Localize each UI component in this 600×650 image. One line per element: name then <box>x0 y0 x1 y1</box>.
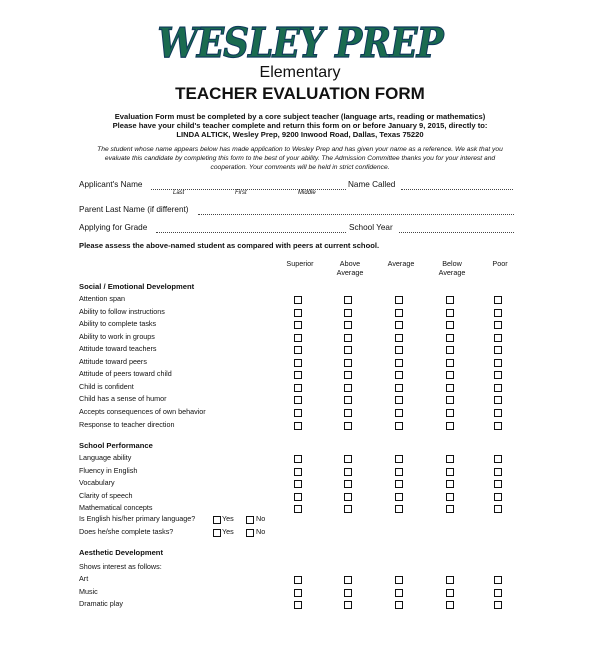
yes-checkbox-1[interactable] <box>213 529 221 537</box>
rating-checkbox-3[interactable] <box>446 493 454 501</box>
rating-checkbox-0[interactable] <box>294 589 302 597</box>
rating-checkbox-2[interactable] <box>395 371 403 379</box>
column-header-1 <box>322 259 378 277</box>
rating-checkbox-0[interactable] <box>294 468 302 476</box>
rating-checkbox-4[interactable] <box>494 384 502 392</box>
rating-checkbox-3[interactable] <box>446 359 454 367</box>
column-header-line1: Below <box>442 259 462 268</box>
row-aesthetic-0: Art <box>79 574 89 583</box>
rating-checkbox-0[interactable] <box>294 493 302 501</box>
applicant-name-label: Applicant's Name <box>79 180 143 189</box>
rating-checkbox-0[interactable] <box>294 371 302 379</box>
rating-checkbox-4[interactable] <box>494 334 502 342</box>
rating-checkbox-0[interactable] <box>294 505 302 513</box>
rating-checkbox-2[interactable] <box>395 468 403 476</box>
rating-checkbox-1[interactable] <box>344 346 352 354</box>
applying-grade-field[interactable] <box>156 232 346 233</box>
column-header-0 <box>272 259 328 268</box>
rating-checkbox-4[interactable] <box>494 576 502 584</box>
rating-checkbox-1[interactable] <box>344 296 352 304</box>
row-social-7: Child is confident <box>79 381 134 391</box>
school-year-field[interactable] <box>399 232 514 233</box>
column-header-line2: Average <box>438 268 466 277</box>
rating-checkbox-2[interactable] <box>395 505 403 513</box>
name-called-label: Name Called <box>348 180 396 189</box>
middle-caption: Middle <box>298 190 316 196</box>
section-heading-school: School Performance <box>79 441 153 450</box>
instruction-line-3: LINDA ALTICK, Wesley Prep, 9200 Inwood Road, Dallas, Texas 75220 <box>176 130 424 139</box>
column-header-line2: Average <box>336 268 364 277</box>
rating-checkbox-2[interactable] <box>395 409 403 417</box>
rating-checkbox-4[interactable] <box>494 321 502 329</box>
column-header-line1: Above <box>339 259 361 268</box>
rating-checkbox-1[interactable] <box>344 493 352 501</box>
rating-checkbox-3[interactable] <box>446 601 454 609</box>
rating-checkbox-0[interactable] <box>294 309 302 317</box>
no-label-0: No <box>256 514 266 523</box>
row-aesthetic-1: Music <box>79 586 98 596</box>
rating-checkbox-1[interactable] <box>344 480 352 488</box>
rating-checkbox-3[interactable] <box>446 309 454 317</box>
school-subtitle: Elementary <box>259 64 341 81</box>
row-school-4: Mathematical concepts <box>79 503 153 513</box>
rating-checkbox-0[interactable] <box>294 321 302 329</box>
row-social-3: Ability to work in groups <box>79 331 155 341</box>
yes-no-question-0: Is English his/her primary language? <box>79 514 196 523</box>
row-school-2: Vocabulary <box>79 478 115 488</box>
note-line-1: The student whose name appears below has made application to Wesley Prep and has given your name as a reference. We ask that you <box>97 146 503 153</box>
yes-label-1: Yes <box>222 526 234 536</box>
rating-checkbox-4[interactable] <box>494 468 502 476</box>
column-header-2 <box>373 259 429 268</box>
rating-checkbox-2[interactable] <box>395 321 403 329</box>
row-social-9: Accepts consequences of own behavior <box>79 406 206 416</box>
row-social-1: Ability to follow instructions <box>79 306 165 316</box>
rating-checkbox-3[interactable] <box>446 480 454 488</box>
parent-last-name-field[interactable] <box>198 214 514 215</box>
no-checkbox-1[interactable] <box>246 529 254 537</box>
rating-checkbox-3[interactable] <box>446 576 454 584</box>
note-line-2: evaluate this candidate by completing this form to the best of your ability. The Admission Committee thanks you for your interest and <box>104 155 496 162</box>
rating-checkbox-4[interactable] <box>494 589 502 597</box>
rating-checkbox-0[interactable] <box>294 422 302 430</box>
rating-checkbox-2[interactable] <box>395 309 403 317</box>
section-heading-aesthetic: Aesthetic Development <box>79 548 163 557</box>
row-social-2: Ability to complete tasks <box>79 319 157 329</box>
last-caption: Last <box>173 190 185 196</box>
rating-checkbox-0[interactable] <box>294 409 302 417</box>
rating-checkbox-4[interactable] <box>494 359 502 367</box>
rating-checkbox-2[interactable] <box>395 480 403 488</box>
column-header-4 <box>472 259 528 268</box>
row-social-4: Attitude toward teachers <box>79 344 157 354</box>
school-year-label: School Year <box>349 223 393 232</box>
row-social-0: Attention span <box>79 294 125 303</box>
rating-checkbox-1[interactable] <box>344 396 352 404</box>
rating-checkbox-0[interactable] <box>294 601 302 609</box>
applying-grade-label: Applying for Grade <box>79 223 148 232</box>
rating-checkbox-1[interactable] <box>344 601 352 609</box>
name-called-field[interactable] <box>401 189 513 190</box>
row-aesthetic-2: Dramatic play <box>79 599 123 609</box>
rating-checkbox-0[interactable] <box>294 396 302 404</box>
rating-checkbox-4[interactable] <box>494 422 502 430</box>
row-social-5: Attitude toward peers <box>79 356 147 366</box>
yes-label-0: Yes <box>222 514 234 523</box>
no-label-1: No <box>256 526 266 536</box>
rating-checkbox-4[interactable] <box>494 309 502 317</box>
rating-checkbox-4[interactable] <box>494 371 502 379</box>
parent-last-name-label: Parent Last Name (if different) <box>79 205 189 214</box>
row-school-0: Language ability <box>79 453 132 462</box>
rating-checkbox-3[interactable] <box>446 409 454 417</box>
form-title: TEACHER EVALUATION FORM <box>175 84 425 103</box>
rating-checkbox-1[interactable] <box>344 589 352 597</box>
rating-checkbox-3[interactable] <box>446 296 454 304</box>
rating-checkbox-2[interactable] <box>395 422 403 430</box>
section-heading-social: Social / Emotional Development <box>79 282 195 291</box>
row-social-10: Response to teacher direction <box>79 419 175 429</box>
rating-checkbox-1[interactable] <box>344 455 352 463</box>
rating-checkbox-2[interactable] <box>395 601 403 609</box>
rating-checkbox-3[interactable] <box>446 371 454 379</box>
first-caption: First <box>235 190 247 196</box>
rating-checkbox-0[interactable] <box>294 346 302 354</box>
instruction-line-1: Evaluation Form must be completed by a core subject teacher (language arts, reading or mathematics) <box>114 112 486 121</box>
rating-checkbox-0[interactable] <box>294 455 302 463</box>
rating-checkbox-1[interactable] <box>344 505 352 513</box>
column-header-line1: Average <box>387 259 415 268</box>
rating-checkbox-2[interactable] <box>395 455 403 463</box>
rating-checkbox-2[interactable] <box>395 589 403 597</box>
assess-prompt: Please assess the above-named student as compared with peers at current school. <box>79 241 380 250</box>
rating-checkbox-0[interactable] <box>294 359 302 367</box>
rating-checkbox-3[interactable] <box>446 321 454 329</box>
rating-checkbox-0[interactable] <box>294 334 302 342</box>
row-school-3: Clarity of speech <box>79 490 133 500</box>
rating-checkbox-4[interactable] <box>494 480 502 488</box>
rating-checkbox-4[interactable] <box>494 601 502 609</box>
rating-checkbox-1[interactable] <box>344 309 352 317</box>
shows-interest-label: Shows interest as follows: <box>79 562 162 571</box>
rating-checkbox-0[interactable] <box>294 384 302 392</box>
rating-checkbox-4[interactable] <box>494 409 502 417</box>
row-school-1: Fluency in English <box>79 465 138 475</box>
rating-checkbox-2[interactable] <box>395 396 403 404</box>
rating-checkbox-0[interactable] <box>294 576 302 584</box>
rating-checkbox-2[interactable] <box>395 384 403 392</box>
rating-checkbox-4[interactable] <box>494 455 502 463</box>
rating-checkbox-3[interactable] <box>446 455 454 463</box>
note-line-3: cooperation. Your comments will be held in strict confidence. <box>210 164 390 171</box>
rating-checkbox-1[interactable] <box>344 321 352 329</box>
rating-checkbox-1[interactable] <box>344 371 352 379</box>
rating-checkbox-4[interactable] <box>494 296 502 304</box>
rating-checkbox-4[interactable] <box>494 505 502 513</box>
rating-checkbox-4[interactable] <box>494 346 502 354</box>
rating-checkbox-1[interactable] <box>344 334 352 342</box>
row-social-6: Attitude of peers toward child <box>79 369 172 379</box>
rating-checkbox-4[interactable] <box>494 493 502 501</box>
rating-checkbox-2[interactable] <box>395 359 403 367</box>
yes-no-question-1: Does he/she complete tasks? <box>79 526 174 536</box>
rating-checkbox-1[interactable] <box>344 384 352 392</box>
column-header-line1: Poor <box>492 259 508 268</box>
rating-checkbox-2[interactable] <box>395 296 403 304</box>
rating-checkbox-3[interactable] <box>446 505 454 513</box>
instruction-line-2: Please have your child's teacher complete and return this form on or before January 9, 2015, directly to: <box>112 121 488 130</box>
yes-checkbox-0[interactable] <box>213 516 221 524</box>
no-checkbox-0[interactable] <box>246 516 254 524</box>
rating-checkbox-0[interactable] <box>294 480 302 488</box>
rating-checkbox-2[interactable] <box>395 346 403 354</box>
rating-checkbox-0[interactable] <box>294 296 302 304</box>
column-header-line1: Superior <box>286 259 314 268</box>
rating-checkbox-3[interactable] <box>446 334 454 342</box>
rating-checkbox-4[interactable] <box>494 396 502 404</box>
rating-checkbox-1[interactable] <box>344 359 352 367</box>
rating-checkbox-3[interactable] <box>446 396 454 404</box>
rating-checkbox-3[interactable] <box>446 422 454 430</box>
rating-checkbox-3[interactable] <box>446 346 454 354</box>
rating-checkbox-3[interactable] <box>446 589 454 597</box>
rating-checkbox-1[interactable] <box>344 576 352 584</box>
rating-checkbox-3[interactable] <box>446 384 454 392</box>
rating-checkbox-2[interactable] <box>395 334 403 342</box>
school-logo: WESLEY PREP <box>157 18 443 68</box>
rating-checkbox-1[interactable] <box>344 468 352 476</box>
rating-checkbox-2[interactable] <box>395 576 403 584</box>
rating-checkbox-1[interactable] <box>344 409 352 417</box>
rating-checkbox-1[interactable] <box>344 422 352 430</box>
row-social-8: Child has a sense of humor <box>79 394 167 404</box>
rating-checkbox-3[interactable] <box>446 468 454 476</box>
rating-checkbox-2[interactable] <box>395 493 403 501</box>
